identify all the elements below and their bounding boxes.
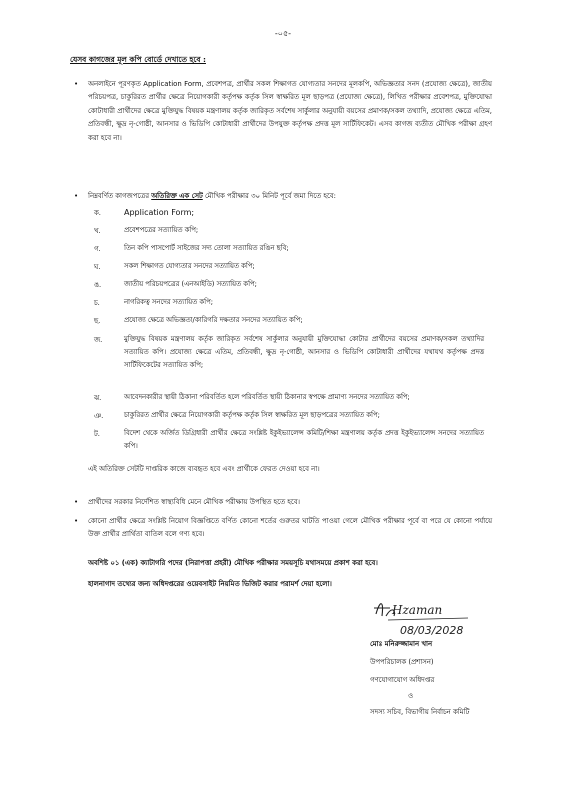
signatory-designation: উপপরিচালক (প্রশাসন) xyxy=(370,658,434,666)
list-item-text: চাকুরিরত প্রার্থীর ক্ষেত্রে নিয়োগকারী কর্তৃপক্ষ কর্তৃক সিল স্বাক্ষরিত মূল ছাড়পত্রের সত্যায়িত কপি; xyxy=(124,411,380,419)
list-item-text: প্রবেশপত্রের সত্যায়িত কপি; xyxy=(124,226,199,234)
page-number: -০৫- xyxy=(274,29,292,38)
list-item-letter: জ. xyxy=(94,336,103,344)
list-item-letter: ক. xyxy=(94,209,101,217)
list-item-text: প্রযোজ্য ক্ষেত্রে অভিজ্ঞতা/কারিগরি দক্ষতার সনদের সত্যায়িত কপি; xyxy=(124,316,303,324)
signature-name-text: Hzaman xyxy=(392,603,443,617)
section-heading: যেসব কাগজের মূল কপি বোর্ডে দেখাতে হবে : xyxy=(70,55,206,64)
handwritten-signature xyxy=(370,596,480,640)
list-item-text: মুক্তিযুদ্ধ বিষয়ক মন্ত্রণালয় কর্তৃক জারিকৃত সর্বশেষ সার্কুলার অনুযায়ী মুক্তিযোদ্ধা কোটার প্রার্থীদের বয়সের প্রমাণক/সকল তথ্যাদির সত্যায়িত কপি। প্রযোজ্য ক্ষেত্রে এতিম, প্রতিবন্ধী, ক্ষুদ্র নৃ-গোষ্ঠী, আনসার ও ভিডিপি কোটাধারী প্রার্থীদের যথাযথ কর্তৃপক্ষ প্রদত্ত সার্টিফিকেটের সত্যায়িত কপি; xyxy=(124,335,484,369)
bullet-marker: • xyxy=(74,517,79,525)
list-item-letter: চ. xyxy=(94,299,100,307)
signatory-office: গণযোগাযোগ অধিদপ্তর xyxy=(370,676,435,684)
bullet-marker: • xyxy=(74,498,79,506)
list-item-text: তিন কপি পাসপোর্ট সাইজের সদ্য তোলা সত্যায়িত রঙিন ছবি; xyxy=(124,244,289,252)
list-item-letter: ঝ. xyxy=(94,394,102,402)
list-item-text: Application Form; xyxy=(124,208,195,217)
extra-set-prefix: নিম্নবর্ণিত কাগজপত্রের xyxy=(88,192,152,200)
notice-website: হালনাগাদ তথ্যের জন্য অধিদপ্তরের ওয়েবসাইট নিয়মিত ভিজিট করার পরামর্শ দেয়া হলো। xyxy=(88,580,332,588)
list-item-text: নাগরিকত্ব সনদের সত্যায়িত কপি; xyxy=(124,298,214,306)
list-item-text: আবেদনকারীর স্থায়ী ঠিকানা পরিবর্তিত হলে পরিবর্তিত স্থায়ী ঠিকানার স্বপক্ষে প্রামাণ্য সনদের সত্যায়িত কপি; xyxy=(124,393,410,401)
paragraph-extra-set xyxy=(88,190,492,203)
list-item-letter: গ. xyxy=(94,245,101,253)
signatory-conjunction: ও xyxy=(408,692,414,700)
extra-set-emphasis: অতিরিক্ত এক সেট xyxy=(151,192,203,200)
list-item-text: জাতীয় পরিচয়পত্রের (এনআইডি) সত্যায়িত কপি; xyxy=(124,280,257,288)
signatory-name: মোঃ মনিরুজ্জামান খান xyxy=(370,640,433,648)
list-item-letter: ঞ. xyxy=(94,412,104,420)
paragraph-health-rules: প্রার্থীদের সরকার নির্দেশিত স্বাস্থ্যবিধি মেনে মৌখিক পরীক্ষায় উপস্থিত হতে হবে। xyxy=(88,498,300,506)
list-item-letter: ঙ. xyxy=(94,281,102,289)
notice-remaining-category: অবশিষ্ট ০১ (এক) ক্যাটাগরি পদের (নিরাপত্তা প্রহরী) মৌখিক পরীক্ষার সময়সূচি যথাসময়ে প্রকাশ করা হবে। xyxy=(88,559,378,567)
list-item-letter: খ. xyxy=(94,227,101,235)
signature-date-text: 08/03/2028 xyxy=(400,624,464,637)
bullet-marker: • xyxy=(74,80,79,88)
paragraph-original-documents: অনলাইনে পূরণকৃত Application Form, প্রবেশপত্র, প্রার্থীর সকল শিক্ষাগত যোগ্যতার সনদের মূলকপি, অভিজ্ঞতার সনদ (প্রযোজ্য ক্ষেত্রে), জাতীয় পরিচয়পত্র, চাকুরিরত প্রার্থীর ক্ষেত্রে নিয়োগকারী কর্তৃপক্ষ কর্তৃক সিল স্বাক্ষরিত মূল ছাড়পত্র (প্রযোজ্য ক্ষেত্রে), লিখিত পরীক্ষার প্রবেশপত্র, মুক্তিযোদ্ধা কোটাধারী প্রার্থীদের ক্ষেত্রে মুক্তিযুদ্ধ বিষয়ক মন্ত্রণালয় কর্তৃক জারিকৃত সর্বশেষ সার্কুলার অনুযায়ী বয়সের প্রমাণক/সকল তথ্যাদি, প্রযোজ্য ক্ষেত্রে এতিম, প্রতিবন্ধী, ক্ষুদ্র নৃ-গোষ্ঠী, আনসার ও ভিডিপি কোটাধারী প্রার্থীদের উপযুক্ত কর্তৃপক্ষ প্রদত্ত মূল সার্টিফিকেট। এসব কাগজ ব্যতীত মৌখিক পরীক্ষা গ্রহণ করা হবে না। xyxy=(88,80,492,142)
list-item-letter: ছ. xyxy=(94,317,101,325)
paragraph-disqualification: কোনো প্রার্থীর ক্ষেত্রে সংশ্লিষ্ট নিয়োগ বিজ্ঞপ্তিতে বর্ণিত কোনো শর্তের গুরুতর ঘাটতি পাওয়া গেলে মৌখিক পরীক্ষার পূর্বে বা পরে যে কোনো পর্যায়ে উক্ত প্রার্থীর প্রার্থিতা বাতিল বলে গণ্য হবে। xyxy=(88,517,492,539)
list-item-letter: ট. xyxy=(94,430,100,438)
list-item-letter: ঘ. xyxy=(94,263,101,271)
signatory-member-title: সদস্য সচিব, বিভাগীয় নির্বাচন কমিটি xyxy=(370,708,470,716)
bullet-marker: • xyxy=(74,192,79,200)
list-item-text: বিদেশ থেকে অর্জিত ডিগ্রিধারী প্রার্থীর ক্ষেত্রে সংশ্লিষ্ট ইকুইভ্যালেন্স কমিটি/শিক্ষা মন্ত্রণালয় কর্তৃক প্রদত্ত ইকুইভ্যালেন্স সনদের সত্যায়িত কপি। xyxy=(124,429,484,450)
list-item-text: সকল শিক্ষাগত যোগ্যতার সনদের সত্যায়িত কপি; xyxy=(124,262,255,270)
extra-set-suffix: মৌখিক পরীক্ষার ৩০ মিনিট পূর্বে জমা দিতে হবে: xyxy=(202,192,336,200)
extra-set-note: এই অতিরিক্ত সেটটি দাপ্তরিক কাজে ব্যবহৃত হবে এবং প্রার্থীকে ফেরত দেওয়া হবে না। xyxy=(88,465,320,473)
